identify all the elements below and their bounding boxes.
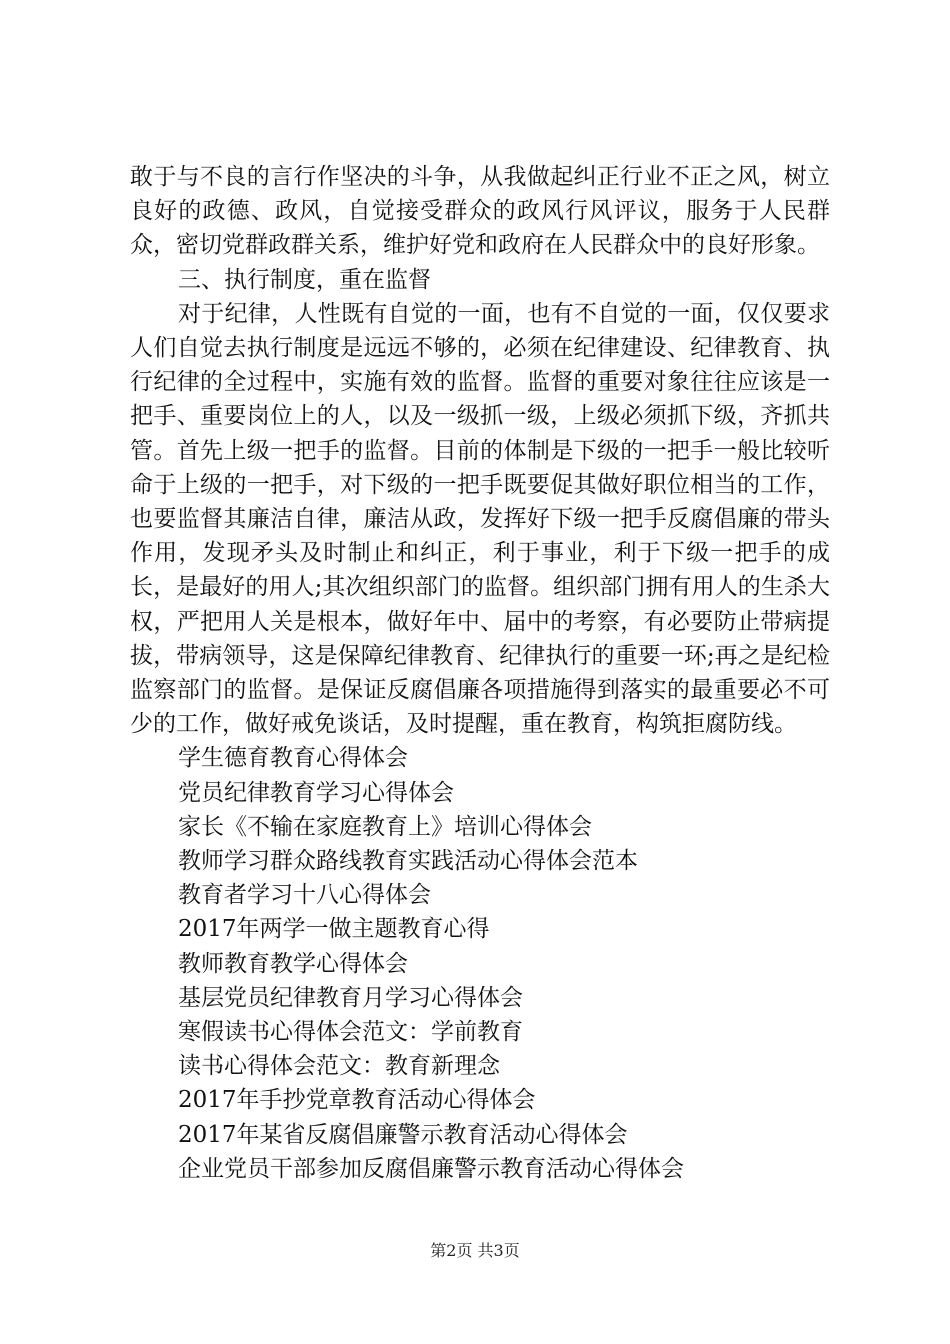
related-article-link[interactable]: 企业党员干部参加反腐倡廉警示教育活动心得体会 bbox=[178, 1155, 684, 1182]
related-article-link[interactable]: 基层党员纪律教育月学习心得体会 bbox=[178, 984, 523, 1011]
related-article-link[interactable]: 读书心得体会范文：教育新理念 bbox=[178, 1053, 500, 1080]
related-article-link[interactable]: 寒假读书心得体会范文：学前教育 bbox=[178, 1019, 523, 1046]
related-article-link[interactable]: 2017年两学一做主题教育心得 bbox=[178, 916, 490, 943]
related-article-link[interactable]: 2017年手抄党章教育活动心得体会 bbox=[178, 1087, 536, 1114]
paragraph-supervision: 对于纪律，人性既有自觉的一面，也有不自觉的一面，仅仅要求人们自觉去执行制度是远远不够的，必须在纪律建设、纪律教育、执行纪律的全过程中，实施有效的监督。监督的重要对象往往应该是一把手、重要岗位上的人，以及一级抓一级，上级必须抓下级，齐抓共管。首先上级一把手的监督。目前的体制是下级的一把手一般比较听命于上级的一把手，对下级的一把手既要促其做好职位相当的工作，也要监督其廉洁自律，廉洁从政，发挥好下级一把手反腐倡廉的带头作用，发现矛头及时制止和纠正，利于事业，利于下级一把手的成长，是最好的用人;其次组织部门的监督。组织部门拥有用人的生杀大权，严把用人关是根本，做好年中、届中的考察，有必要防止带病提拔，带病领导，这是保障纪律教育、纪律执行的重要一环;再之是纪检监察部门的监督。是保证反腐倡廉各项措施得到落实的最重要必不可少的工作，做好戒免谈话，及时提醒，重在教育，构筑拒腐防线。 bbox=[130, 300, 830, 738]
related-articles-list bbox=[130, 741, 830, 1186]
section-heading: 三、执行制度，重在监督 bbox=[178, 266, 431, 293]
paragraph-intro: 敢于与不良的言行作坚决的斗争，从我做起纠正行业不正之风，树立良好的政德、政风，自觉接受群众的政风行风评议，服务于人民群众，密切党群政群关系，维护好党和政府在人民群众中的良好形象。 bbox=[130, 164, 830, 259]
related-article-link[interactable]: 2017年某省反腐倡廉警示教育活动心得体会 bbox=[178, 1121, 628, 1148]
related-article-link[interactable]: 家长《不输在家庭教育上》培训心得体会 bbox=[178, 813, 592, 840]
related-article-link[interactable]: 教师教育教学心得体会 bbox=[178, 950, 408, 977]
related-article-link[interactable]: 教育者学习十八心得体会 bbox=[178, 882, 431, 909]
related-article-link[interactable]: 学生德育教育心得体会 bbox=[178, 745, 408, 772]
page-footer bbox=[0, 1240, 950, 1262]
related-article-link[interactable]: 教师学习群众路线教育实践活动心得体会范本 bbox=[178, 848, 638, 875]
page-indicator: 第2页 共3页 bbox=[430, 1241, 520, 1260]
related-article-link[interactable]: 党员纪律教育学习心得体会 bbox=[178, 779, 454, 806]
document-body bbox=[130, 160, 830, 1186]
